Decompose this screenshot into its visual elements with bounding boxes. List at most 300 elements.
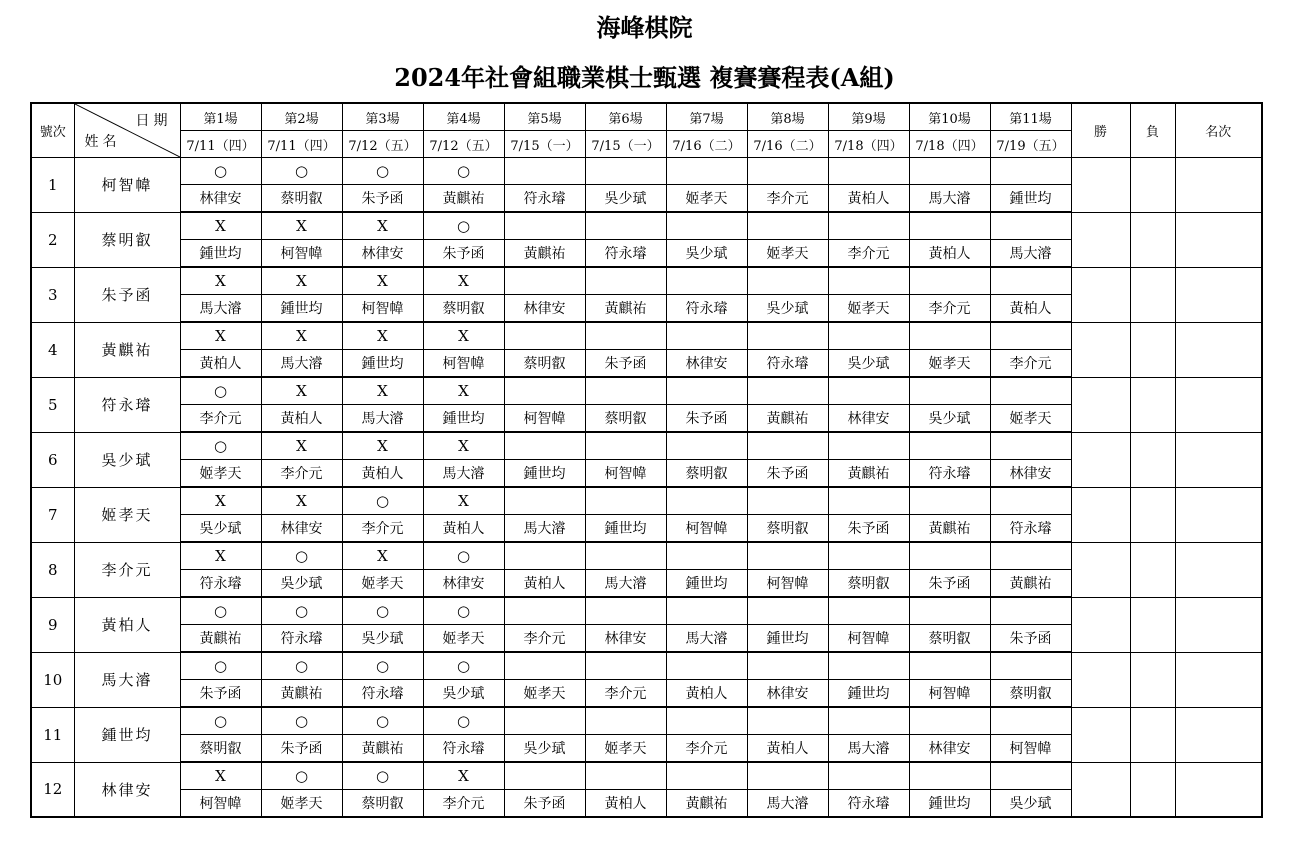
opponent-cell: 姬孝天 [909, 350, 990, 378]
player-name: 林律安 [74, 762, 180, 817]
result-cell [747, 652, 828, 680]
round-date: 7/18（四） [909, 131, 990, 158]
result-cell: X [423, 432, 504, 460]
result-cell: ○ [423, 707, 504, 735]
loss-cell [1130, 158, 1175, 213]
opponent-cell: 馬大濬 [504, 515, 585, 543]
result-cell: ○ [261, 597, 342, 625]
opponent-cell: 鍾世均 [180, 240, 261, 268]
opponent-cell: 黃麒祐 [261, 680, 342, 708]
result-cell: ○ [423, 158, 504, 185]
result-cell: ○ [180, 158, 261, 185]
opponent-cell: 姬孝天 [828, 295, 909, 323]
loss-cell [1130, 707, 1175, 762]
result-cell: X [261, 432, 342, 460]
opponent-cell: 黃柏人 [828, 185, 909, 213]
opponent-cell: 姬孝天 [180, 460, 261, 488]
result-cell: X [180, 267, 261, 295]
round-date: 7/18（四） [828, 131, 909, 158]
result-cell [747, 212, 828, 240]
opponent-cell: 鍾世均 [666, 570, 747, 598]
round-date: 7/11（四） [261, 131, 342, 158]
result-cell [585, 762, 666, 790]
result-cell: X [180, 762, 261, 790]
player-name: 黃柏人 [74, 597, 180, 652]
result-cell [747, 267, 828, 295]
result-cell [909, 762, 990, 790]
result-cell [990, 158, 1071, 185]
opponent-cell: 符永璿 [747, 350, 828, 378]
player-name: 蔡明叡 [74, 212, 180, 267]
result-cell [909, 542, 990, 570]
result-cell [747, 597, 828, 625]
opponent-cell: 黃麒祐 [990, 570, 1071, 598]
result-cell [990, 377, 1071, 405]
opponent-cell: 柯智幃 [828, 625, 909, 653]
result-cell [504, 707, 585, 735]
round-label: 第6場 [585, 103, 666, 131]
result-cell [666, 707, 747, 735]
opponent-cell: 蔡明叡 [909, 625, 990, 653]
loss-cell [1130, 542, 1175, 597]
result-cell [828, 707, 909, 735]
opponent-cell: 馬大濬 [180, 295, 261, 323]
opponent-cell: 吳少珷 [180, 515, 261, 543]
rank-cell [1175, 762, 1262, 817]
result-cell [666, 158, 747, 185]
opponent-cell: 朱予函 [504, 790, 585, 818]
opponent-cell: 吳少珷 [747, 295, 828, 323]
result-cell [666, 322, 747, 350]
result-cell [585, 487, 666, 515]
opponent-cell: 黃麒祐 [504, 240, 585, 268]
opponent-cell: 林律安 [828, 405, 909, 433]
result-cell [828, 322, 909, 350]
win-cell [1071, 432, 1130, 487]
result-cell [504, 322, 585, 350]
loss-cell [1130, 652, 1175, 707]
opponent-cell: 蔡明叡 [261, 185, 342, 213]
player-name: 姬孝天 [74, 487, 180, 542]
result-cell: ○ [180, 652, 261, 680]
opponent-cell: 吳少珷 [423, 680, 504, 708]
opponent-cell: 鍾世均 [909, 790, 990, 818]
opponent-cell: 蔡明叡 [990, 680, 1071, 708]
result-cell [585, 322, 666, 350]
opponent-cell: 林律安 [342, 240, 423, 268]
opponent-cell: 符永璿 [504, 185, 585, 213]
result-cell [585, 432, 666, 460]
opponent-cell: 馬大濬 [747, 790, 828, 818]
opponent-cell: 林律安 [423, 570, 504, 598]
opponent-cell: 朱予函 [828, 515, 909, 543]
opponent-cell: 鍾世均 [585, 515, 666, 543]
result-cell [990, 267, 1071, 295]
player-row [31, 707, 1262, 735]
result-cell: X [180, 487, 261, 515]
result-cell [828, 432, 909, 460]
opponent-cell: 黃麒祐 [909, 515, 990, 543]
opponent-cell: 李介元 [261, 460, 342, 488]
player-row [31, 542, 1262, 570]
round-label: 第5場 [504, 103, 585, 131]
result-cell: X [261, 377, 342, 405]
result-cell [504, 158, 585, 185]
result-cell [585, 158, 666, 185]
opponent-cell: 姬孝天 [747, 240, 828, 268]
result-cell: ○ [342, 762, 423, 790]
opponent-cell: 符永璿 [666, 295, 747, 323]
opponent-cell: 黃柏人 [585, 790, 666, 818]
result-cell: X [423, 322, 504, 350]
opponent-cell: 黃柏人 [909, 240, 990, 268]
player-name: 鍾世均 [74, 707, 180, 762]
opponent-cell: 林律安 [180, 185, 261, 213]
header-number: 號次 [31, 103, 74, 158]
opponent-cell: 朱予函 [180, 680, 261, 708]
player-number: 1 [31, 158, 74, 213]
rank-cell [1175, 707, 1262, 762]
result-cell [504, 652, 585, 680]
result-cell [585, 652, 666, 680]
result-cell [666, 487, 747, 515]
opponent-cell: 黃柏人 [504, 570, 585, 598]
opponent-cell: 柯智幃 [261, 240, 342, 268]
result-cell [666, 597, 747, 625]
opponent-cell: 吳少珷 [909, 405, 990, 433]
opponent-cell: 符永璿 [261, 625, 342, 653]
result-cell [828, 377, 909, 405]
player-row [31, 267, 1262, 295]
opponent-cell: 蔡明叡 [504, 350, 585, 378]
opponent-cell: 吳少珷 [990, 790, 1071, 818]
opponent-cell: 黃柏人 [423, 515, 504, 543]
opponent-cell: 林律安 [990, 460, 1071, 488]
win-cell [1071, 322, 1130, 377]
result-cell: X [261, 212, 342, 240]
player-name: 李介元 [74, 542, 180, 597]
opponent-cell: 柯智幃 [909, 680, 990, 708]
player-row [31, 432, 1262, 460]
player-row [31, 762, 1262, 790]
result-cell [990, 542, 1071, 570]
opponent-cell: 李介元 [990, 350, 1071, 378]
result-cell: ○ [423, 212, 504, 240]
opponent-cell: 柯智幃 [666, 515, 747, 543]
result-cell [828, 652, 909, 680]
opponent-cell: 林律安 [585, 625, 666, 653]
win-cell [1071, 597, 1130, 652]
opponent-cell: 符永璿 [585, 240, 666, 268]
player-number: 9 [31, 597, 74, 652]
opponent-cell: 符永璿 [909, 460, 990, 488]
opponent-cell: 蔡明叡 [747, 515, 828, 543]
opponent-cell: 姬孝天 [423, 625, 504, 653]
opponent-cell: 姬孝天 [342, 570, 423, 598]
result-cell: ○ [423, 652, 504, 680]
result-cell [990, 762, 1071, 790]
result-cell [990, 597, 1071, 625]
opponent-cell: 朱予函 [909, 570, 990, 598]
result-cell: X [261, 487, 342, 515]
result-cell [828, 158, 909, 185]
round-label: 第10場 [909, 103, 990, 131]
header-name-label: 姓名 [84, 134, 121, 150]
player-number: 4 [31, 322, 74, 377]
opponent-cell: 柯智幃 [504, 405, 585, 433]
opponent-cell: 符永璿 [180, 570, 261, 598]
opponent-cell: 黃麒祐 [342, 735, 423, 763]
result-cell: X [261, 322, 342, 350]
rank-cell [1175, 377, 1262, 432]
opponent-cell: 李介元 [423, 790, 504, 818]
result-cell [828, 762, 909, 790]
result-cell [666, 377, 747, 405]
player-number: 10 [31, 652, 74, 707]
round-date: 7/12（五） [423, 131, 504, 158]
opponent-cell: 符永璿 [342, 680, 423, 708]
opponent-cell: 朱予函 [666, 405, 747, 433]
player-name: 柯智幃 [74, 158, 180, 213]
result-cell [828, 267, 909, 295]
opponent-cell: 黃麒祐 [423, 185, 504, 213]
loss-cell [1130, 487, 1175, 542]
result-cell: X [423, 267, 504, 295]
win-cell [1071, 487, 1130, 542]
opponent-cell: 李介元 [747, 185, 828, 213]
opponent-cell: 姬孝天 [666, 185, 747, 213]
opponent-cell: 朱予函 [990, 625, 1071, 653]
result-cell: X [423, 487, 504, 515]
opponent-cell: 朱予函 [261, 735, 342, 763]
opponent-cell: 李介元 [585, 680, 666, 708]
round-label: 第2場 [261, 103, 342, 131]
opponent-cell: 馬大濬 [585, 570, 666, 598]
opponent-cell: 朱予函 [342, 185, 423, 213]
header-date-label: 日期 [135, 113, 172, 129]
opponent-cell: 柯智幃 [747, 570, 828, 598]
result-cell [909, 322, 990, 350]
result-cell [747, 542, 828, 570]
organization-title: 海峰棋院 [596, 13, 693, 42]
opponent-cell: 吳少珷 [666, 240, 747, 268]
result-cell [828, 597, 909, 625]
player-number: 6 [31, 432, 74, 487]
opponent-cell: 蔡明叡 [585, 405, 666, 433]
opponent-cell: 符永璿 [423, 735, 504, 763]
result-cell: X [342, 432, 423, 460]
opponent-cell: 黃麒祐 [585, 295, 666, 323]
round-date: 7/16（二） [666, 131, 747, 158]
player-number: 11 [31, 707, 74, 762]
result-cell [747, 707, 828, 735]
opponent-cell: 李介元 [342, 515, 423, 543]
result-cell [747, 322, 828, 350]
opponent-cell: 林律安 [666, 350, 747, 378]
rank-cell [1175, 267, 1262, 322]
result-cell: X [180, 322, 261, 350]
opponent-cell: 朱予函 [585, 350, 666, 378]
result-cell [666, 432, 747, 460]
rank-cell [1175, 542, 1262, 597]
result-cell: ○ [342, 597, 423, 625]
opponent-cell: 林律安 [747, 680, 828, 708]
opponent-cell: 李介元 [828, 240, 909, 268]
result-cell [909, 432, 990, 460]
opponent-cell: 吳少珷 [342, 625, 423, 653]
rank-cell [1175, 212, 1262, 267]
opponent-cell: 柯智幃 [180, 790, 261, 818]
result-cell: ○ [180, 432, 261, 460]
header-corner [74, 103, 180, 158]
opponent-cell: 馬大濬 [342, 405, 423, 433]
result-cell [666, 762, 747, 790]
result-cell [504, 377, 585, 405]
player-number: 3 [31, 267, 74, 322]
opponent-cell: 符永璿 [828, 790, 909, 818]
opponent-cell: 蔡明叡 [342, 790, 423, 818]
result-cell: X [342, 267, 423, 295]
result-cell [585, 542, 666, 570]
opponent-cell: 蔡明叡 [828, 570, 909, 598]
result-cell [909, 707, 990, 735]
schedule-table [30, 102, 1263, 818]
opponent-cell: 鍾世均 [342, 350, 423, 378]
opponent-cell: 蔡明叡 [180, 735, 261, 763]
opponent-cell: 馬大濬 [423, 460, 504, 488]
opponent-cell: 朱予函 [747, 460, 828, 488]
result-cell [504, 267, 585, 295]
result-cell [504, 762, 585, 790]
opponent-cell: 鍾世均 [990, 185, 1071, 213]
result-cell [909, 158, 990, 185]
result-cell [504, 597, 585, 625]
opponent-cell: 吳少珷 [261, 570, 342, 598]
result-cell: X [180, 542, 261, 570]
player-name: 符永璿 [74, 377, 180, 432]
opponent-cell: 林律安 [504, 295, 585, 323]
round-label: 第4場 [423, 103, 504, 131]
rank-cell [1175, 432, 1262, 487]
player-number: 7 [31, 487, 74, 542]
opponent-cell: 柯智幃 [990, 735, 1071, 763]
result-cell [909, 487, 990, 515]
result-cell [990, 432, 1071, 460]
loss-cell [1130, 377, 1175, 432]
result-cell: X [342, 377, 423, 405]
result-cell: ○ [180, 707, 261, 735]
result-cell: ○ [261, 542, 342, 570]
win-cell [1071, 762, 1130, 817]
round-label: 第3場 [342, 103, 423, 131]
opponent-cell: 林律安 [909, 735, 990, 763]
win-cell [1071, 652, 1130, 707]
round-label: 第8場 [747, 103, 828, 131]
result-cell: X [342, 542, 423, 570]
win-cell [1071, 707, 1130, 762]
player-number: 2 [31, 212, 74, 267]
result-cell: X [423, 762, 504, 790]
opponent-cell: 吳少珷 [828, 350, 909, 378]
result-cell: ○ [423, 597, 504, 625]
opponent-cell: 吳少珷 [504, 735, 585, 763]
opponent-cell: 馬大濬 [909, 185, 990, 213]
result-cell: ○ [342, 487, 423, 515]
round-date: 7/19（五） [990, 131, 1071, 158]
player-name: 馬大濬 [74, 652, 180, 707]
result-cell: ○ [261, 652, 342, 680]
player-number: 5 [31, 377, 74, 432]
opponent-cell: 李介元 [180, 405, 261, 433]
opponent-cell: 黃麒祐 [747, 405, 828, 433]
loss-cell [1130, 322, 1175, 377]
result-cell [990, 487, 1071, 515]
opponent-cell: 姬孝天 [990, 405, 1071, 433]
result-cell [585, 597, 666, 625]
player-row [31, 212, 1262, 240]
opponent-cell: 符永璿 [990, 515, 1071, 543]
result-cell [666, 652, 747, 680]
player-row [31, 487, 1262, 515]
opponent-cell: 馬大濬 [666, 625, 747, 653]
loss-cell [1130, 597, 1175, 652]
loss-cell [1130, 432, 1175, 487]
opponent-cell: 朱予函 [423, 240, 504, 268]
opponent-cell: 李介元 [909, 295, 990, 323]
player-number: 8 [31, 542, 74, 597]
header-loss: 負 [1130, 103, 1175, 158]
result-cell: X [342, 212, 423, 240]
result-cell: X [342, 322, 423, 350]
header-win: 勝 [1071, 103, 1130, 158]
opponent-cell: 鍾世均 [828, 680, 909, 708]
result-cell [666, 542, 747, 570]
result-cell [747, 432, 828, 460]
result-cell [585, 707, 666, 735]
round-label: 第11場 [990, 103, 1071, 131]
result-cell [828, 212, 909, 240]
loss-cell [1130, 212, 1175, 267]
rank-cell [1175, 652, 1262, 707]
opponent-cell: 柯智幃 [423, 350, 504, 378]
result-cell [990, 707, 1071, 735]
opponent-cell: 黃柏人 [747, 735, 828, 763]
result-cell: ○ [261, 158, 342, 185]
opponent-cell: 黃柏人 [180, 350, 261, 378]
result-cell [504, 432, 585, 460]
player-name: 吳少珷 [74, 432, 180, 487]
opponent-cell: 林律安 [261, 515, 342, 543]
result-cell [909, 652, 990, 680]
result-cell: ○ [261, 707, 342, 735]
result-cell: X [423, 377, 504, 405]
result-cell: ○ [261, 762, 342, 790]
opponent-cell: 馬大濬 [261, 350, 342, 378]
round-date: 7/15（一） [585, 131, 666, 158]
result-cell [990, 322, 1071, 350]
result-cell: ○ [342, 707, 423, 735]
opponent-cell: 李介元 [504, 625, 585, 653]
opponent-cell: 馬大濬 [828, 735, 909, 763]
opponent-cell: 黃柏人 [666, 680, 747, 708]
opponent-cell: 鍾世均 [504, 460, 585, 488]
opponent-cell: 柯智幃 [342, 295, 423, 323]
result-cell: ○ [423, 542, 504, 570]
header-rank: 名次 [1175, 103, 1262, 158]
result-cell [747, 377, 828, 405]
opponent-cell: 黃柏人 [990, 295, 1071, 323]
opponent-cell: 柯智幃 [585, 460, 666, 488]
